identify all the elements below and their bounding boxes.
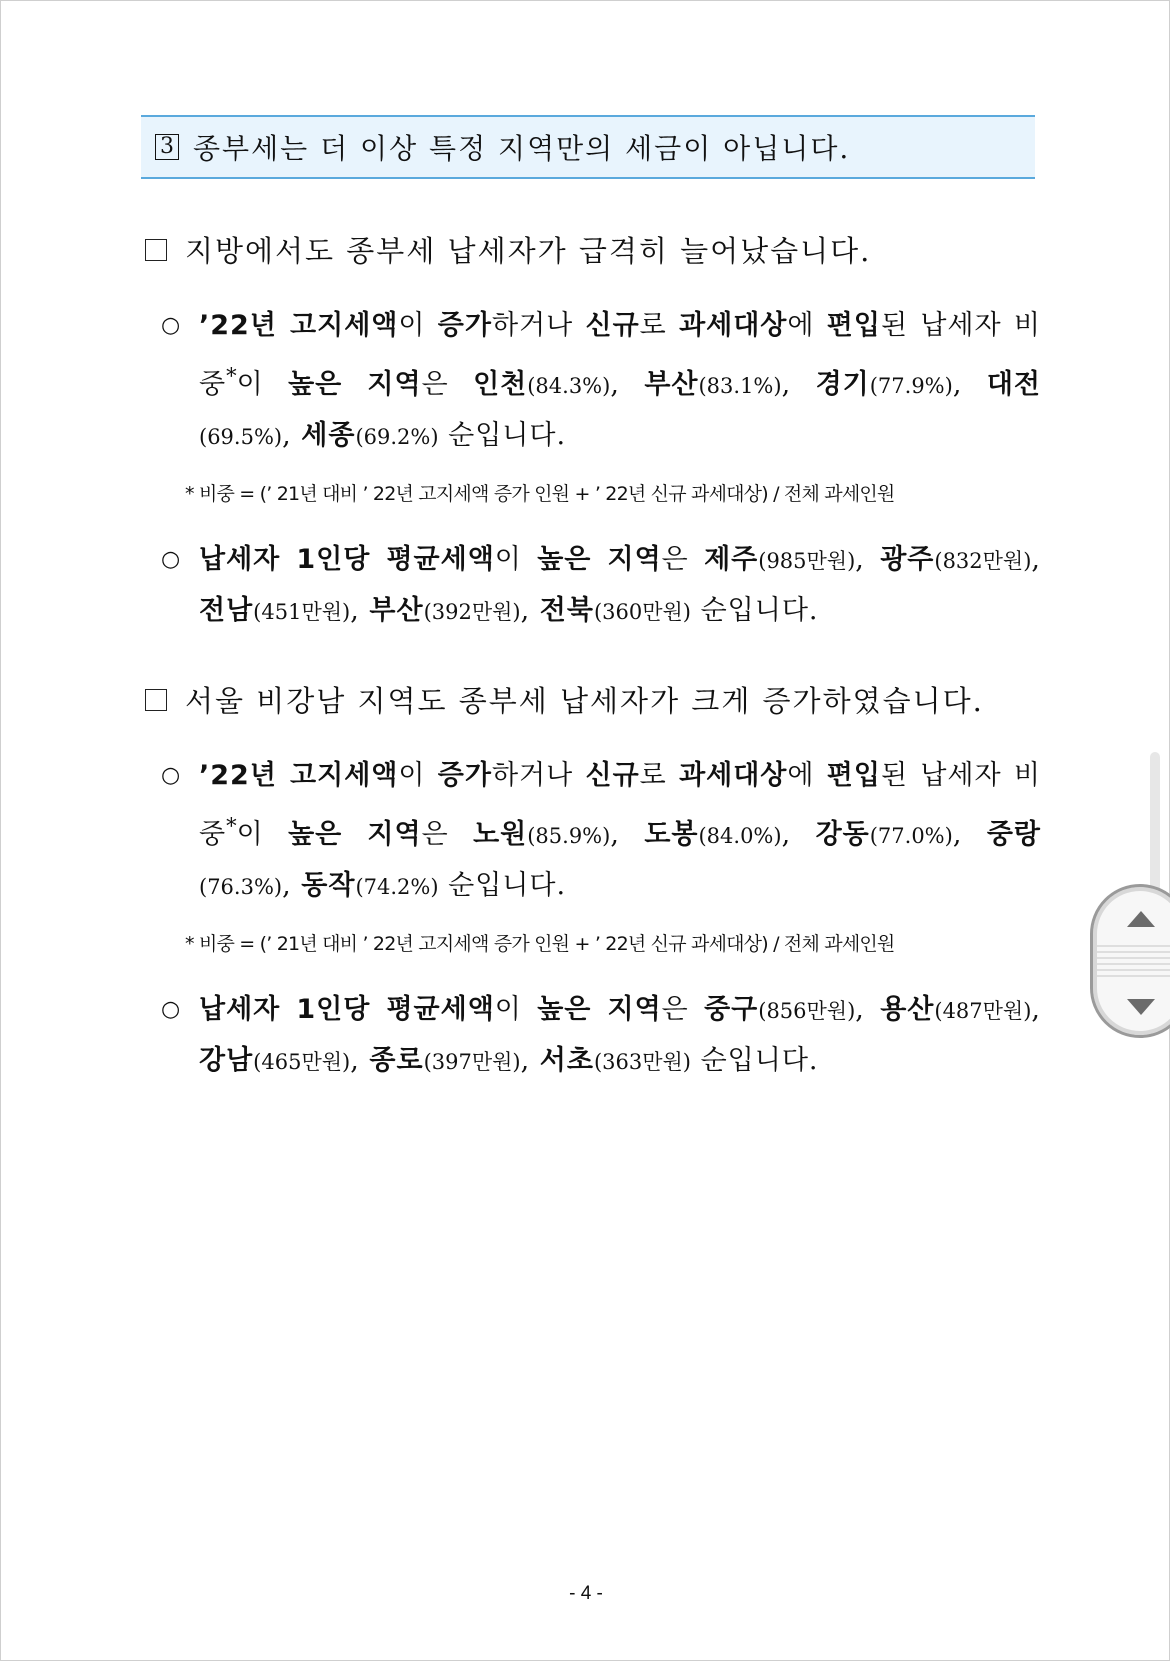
section-title: 종부세는 더 이상 특정 지역만의 세금이 아닙니다. bbox=[193, 132, 851, 165]
region-name: 동작 bbox=[301, 870, 356, 901]
text: 된 납세자 비중 bbox=[199, 760, 1041, 850]
region-value: (856만원) bbox=[758, 999, 856, 1023]
bullet-text: ’22년 고지세액이 증가하거나 신규로 과세대상에 편입된 납세자 비중*이 높은 지역은 인천(84.3%), 부산(83.1%), 경기(77.9%), 대전(69.5%), 세종(69.2%) 순입니다. bbox=[199, 310, 1041, 451]
region-name: 용산 bbox=[880, 994, 935, 1025]
text: 하거나 bbox=[491, 310, 586, 341]
circle-bullet-icon: ○ bbox=[161, 997, 182, 1022]
text: 에 bbox=[787, 310, 827, 341]
region-name: 종로 bbox=[369, 1045, 424, 1076]
text: 이 bbox=[398, 760, 438, 791]
text: 이 bbox=[398, 310, 438, 341]
text: 이 bbox=[236, 369, 289, 400]
bold-text: 증가 bbox=[437, 310, 492, 341]
bullet-text: 납세자 1인당 평균세액이 높은 지역은 제주(985만원), 광주(832만원), 전남(451만원), 부산(392만원), 전북(360만원) 순입니다. bbox=[199, 544, 1042, 626]
bold-text: 납세자 1인당 평균세액 bbox=[199, 544, 495, 575]
bold-text: 증가 bbox=[437, 760, 492, 791]
text: 로 bbox=[639, 760, 680, 791]
region-value: (69.2%) bbox=[355, 425, 439, 449]
footnote: * 비중 = (’ 21년 대비 ’ 22년 고지세액 증가 인원 + ’ 22년 신규 과세대상) / 전체 과세인원 bbox=[185, 933, 895, 955]
triangle-down-icon[interactable] bbox=[1127, 999, 1155, 1015]
footnote-mark: * bbox=[226, 364, 237, 388]
footnote-mark: * bbox=[226, 814, 237, 838]
text: 순입니다. bbox=[691, 1045, 819, 1076]
heading-text: 서울 비강남 지역도 종부세 납세자가 크게 증가하였습니다. bbox=[185, 684, 984, 718]
region-value: (74.2%) bbox=[355, 875, 439, 899]
checkbox-square-icon bbox=[145, 689, 167, 711]
region-value: (69.5%) bbox=[199, 425, 283, 449]
region-value: (397만원) bbox=[423, 1050, 521, 1074]
bullet-seoul-ratio bbox=[161, 751, 1041, 912]
region-name: 강남 bbox=[199, 1045, 254, 1076]
region-value: (392만원) bbox=[423, 600, 521, 624]
text: 로 bbox=[639, 310, 680, 341]
region-name: 부산 bbox=[369, 595, 424, 626]
region-name: 대전 bbox=[986, 369, 1041, 400]
region-name: 세종 bbox=[301, 420, 356, 451]
text: 에 bbox=[787, 760, 827, 791]
text: 된 납세자 비중 bbox=[199, 310, 1041, 400]
text: 하거나 bbox=[491, 760, 586, 791]
bold-text: ’22년 고지세액 bbox=[199, 310, 399, 341]
bold-text: 신규 bbox=[585, 760, 640, 791]
region-value: (451만원) bbox=[253, 600, 351, 624]
region-name: 인천 bbox=[473, 369, 528, 400]
bullet-seoul-average bbox=[161, 985, 1041, 1087]
region-value: (465만원) bbox=[253, 1050, 351, 1074]
bullet-text: 납세자 1인당 평균세액이 높은 지역은 중구(856만원), 용산(487만원), 강남(465만원), 종로(397만원), 서초(363만원) 순입니다. bbox=[199, 994, 1042, 1076]
region-value: (985만원) bbox=[758, 549, 856, 573]
region-name: 전북 bbox=[539, 595, 594, 626]
text: 은 bbox=[661, 544, 705, 575]
region-name: 제주 bbox=[704, 544, 759, 575]
scroll-grip[interactable] bbox=[1097, 945, 1170, 981]
region-value: (487만원) bbox=[934, 999, 1032, 1023]
region-value: (832만원) bbox=[934, 549, 1032, 573]
bold-text: 높은 지역 bbox=[288, 819, 422, 850]
region-value: (84.0%) bbox=[698, 824, 782, 848]
region-value: (360만원) bbox=[593, 600, 691, 624]
text: 이 bbox=[236, 819, 289, 850]
region-name: 경기 bbox=[815, 369, 870, 400]
region-value: (77.0%) bbox=[869, 824, 953, 848]
triangle-up-icon[interactable] bbox=[1127, 911, 1155, 927]
checkbox-square-icon bbox=[145, 239, 167, 261]
region-name: 중랑 bbox=[986, 819, 1041, 850]
text: 이 bbox=[494, 544, 538, 575]
heading-seoul bbox=[145, 679, 984, 720]
text: 은 bbox=[421, 819, 474, 850]
bold-text: 높은 지역 bbox=[537, 544, 662, 575]
bold-text: ’22년 고지세액 bbox=[199, 760, 399, 791]
bold-text: 높은 지역 bbox=[288, 369, 422, 400]
footnote: * 비중 = (’ 21년 대비 ’ 22년 고지세액 증가 인원 + ’ 22년 신규 과세대상) / 전체 과세인원 bbox=[185, 483, 895, 505]
region-name: 부산 bbox=[644, 369, 699, 400]
region-value: (363만원) bbox=[593, 1050, 691, 1074]
region-name: 노원 bbox=[473, 819, 528, 850]
bold-text: 과세대상 bbox=[679, 310, 788, 341]
text: 순입니다. bbox=[691, 595, 819, 626]
bold-text: 편입 bbox=[826, 760, 881, 791]
bold-text: 납세자 1인당 평균세액 bbox=[199, 994, 495, 1025]
heading-regional bbox=[145, 229, 871, 270]
region-name: 중구 bbox=[704, 994, 759, 1025]
text: 이 bbox=[494, 994, 538, 1025]
region-name: 광주 bbox=[880, 544, 935, 575]
circle-bullet-icon: ○ bbox=[161, 763, 182, 788]
region-value: (84.3%) bbox=[527, 374, 611, 398]
region-value: (76.3%) bbox=[199, 875, 283, 899]
circle-bullet-icon: ○ bbox=[161, 547, 182, 572]
page-number: - 4 - bbox=[569, 1583, 603, 1604]
region-value: (85.9%) bbox=[527, 824, 611, 848]
bullet-regional-ratio bbox=[161, 301, 1041, 462]
text: 순입니다. bbox=[438, 420, 567, 451]
section-title-box bbox=[141, 115, 1035, 179]
bold-text: 높은 지역 bbox=[537, 994, 662, 1025]
region-name: 전남 bbox=[199, 595, 254, 626]
bold-text: 편입 bbox=[826, 310, 881, 341]
text: 순입니다. bbox=[438, 870, 567, 901]
region-name: 서초 bbox=[539, 1045, 594, 1076]
bullet-regional-average bbox=[161, 535, 1041, 637]
region-name: 도봉 bbox=[644, 819, 699, 850]
text: 은 bbox=[661, 994, 705, 1025]
scroll-control[interactable] bbox=[1090, 884, 1170, 1038]
heading-text: 지방에서도 종부세 납세자가 급격히 늘어났습니다. bbox=[185, 234, 872, 268]
section-number: 3 bbox=[155, 134, 179, 160]
bold-text: 신규 bbox=[585, 310, 640, 341]
region-value: (77.9%) bbox=[869, 374, 953, 398]
circle-bullet-icon: ○ bbox=[161, 313, 182, 338]
text: 은 bbox=[421, 369, 474, 400]
bold-text: 과세대상 bbox=[679, 760, 788, 791]
region-value: (83.1%) bbox=[698, 374, 782, 398]
bullet-text: ’22년 고지세액이 증가하거나 신규로 과세대상에 편입된 납세자 비중*이 높은 지역은 노원(85.9%), 도봉(84.0%), 강동(77.0%), 중랑(76.3%), 동작(74.2%) 순입니다. bbox=[199, 760, 1041, 901]
region-name: 강동 bbox=[815, 819, 870, 850]
